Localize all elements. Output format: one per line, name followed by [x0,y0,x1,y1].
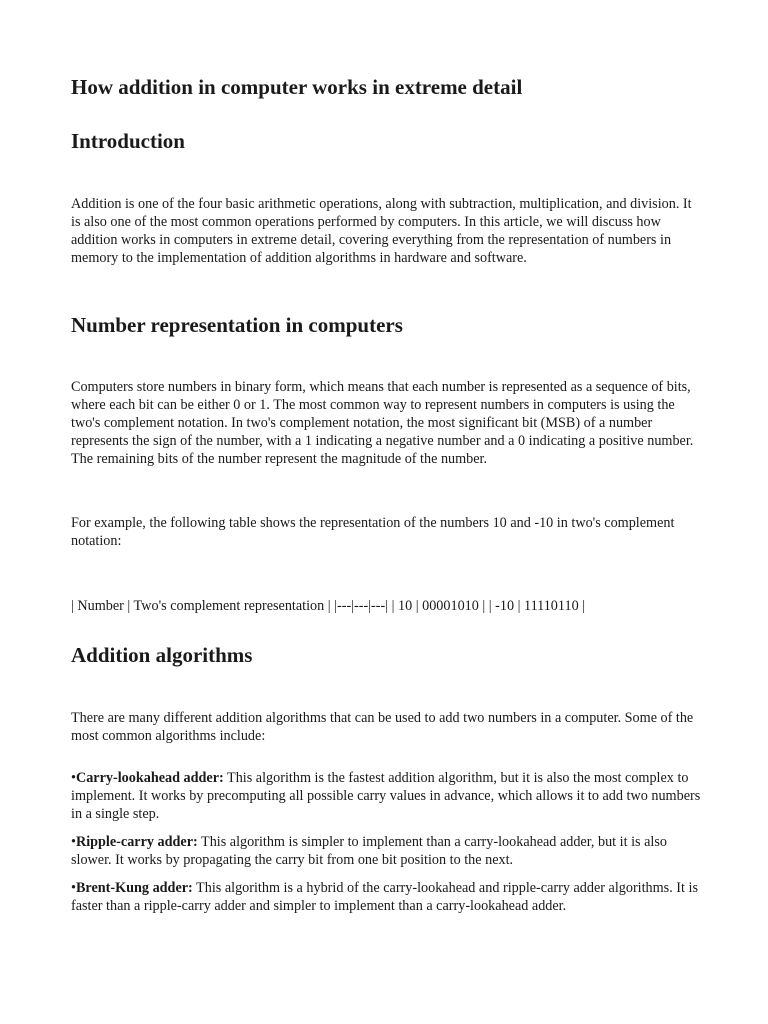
bullet-marker: • [71,880,76,896]
bullet-text: This algorithm is simpler to implement than a carry-lookahead adder, but it is also slower. It works by propagating the carry bit from one bit position to the next. [71,834,667,868]
bullet-marker: • [71,770,76,786]
bullet-text: This algorithm is the fastest addition algorithm, but it is also the most complex to implement. It works by precomputing all possible carry values in advance, which allows it to add two numbers in a single step. [71,770,701,822]
bullet-term: Ripple-carry adder: [75,834,198,850]
bullet-item-carry-lookahead [71,769,701,823]
table-text: | Number | Two's complement representation | |---|---|---| | 10 | 00001010 | | -10 | 11110110 | [71,598,586,614]
bullet-term: Carry-lookahead adder: [75,770,224,786]
bullet-marker: • [71,834,76,850]
paragraph-table-intro: For example, the following table shows the representation of the numbers 10 and -10 in two's complement notation: [71,515,675,549]
paragraph-number-representation: Computers store numbers in binary form, which means that each number is represented as a sequence of bits, where each bit can be either 0 or 1. The most common way to represent numbers in computers is using the two's complement notation. In two's complement notation, the most significant bit (MSB) of a number represents the sign of the number, with a 1 indicating a negative number and a 0 indicating a positive number. The remaining bits of the number represent the magnitude of the number. [71,379,694,467]
heading-addition-algorithms: Addition algorithms [71,643,253,667]
document-title: How addition in computer works in extreme detail [71,75,523,99]
bullet-item-ripple-carry [71,833,701,869]
bullet-text: This algorithm is a hybrid of the carry-lookahead and ripple-carry adder algorithms. It is faster than a ripple-carry adder and simpler to implement than a carry-lookahead adder. [71,880,698,914]
bullet-item-brent-kung [71,879,701,915]
paragraph-introduction: Addition is one of the four basic arithmetic operations, along with subtraction, multiplication, and division. It is also one of the most common operations performed by computers. In this article, we will discuss how addition works in computers in extreme detail, covering everything from the representation of numbers in memory to the implementation of addition algorithms in hardware and software. [71,196,692,266]
bullet-term: Brent-Kung adder: [75,880,193,896]
heading-introduction: Introduction [71,129,185,153]
paragraph-addition-algorithms: There are many different addition algorithms that can be used to add two numbers in a computer. Some of the most common algorithms include: [71,710,694,744]
heading-number-representation: Number representation in computers [71,313,403,337]
